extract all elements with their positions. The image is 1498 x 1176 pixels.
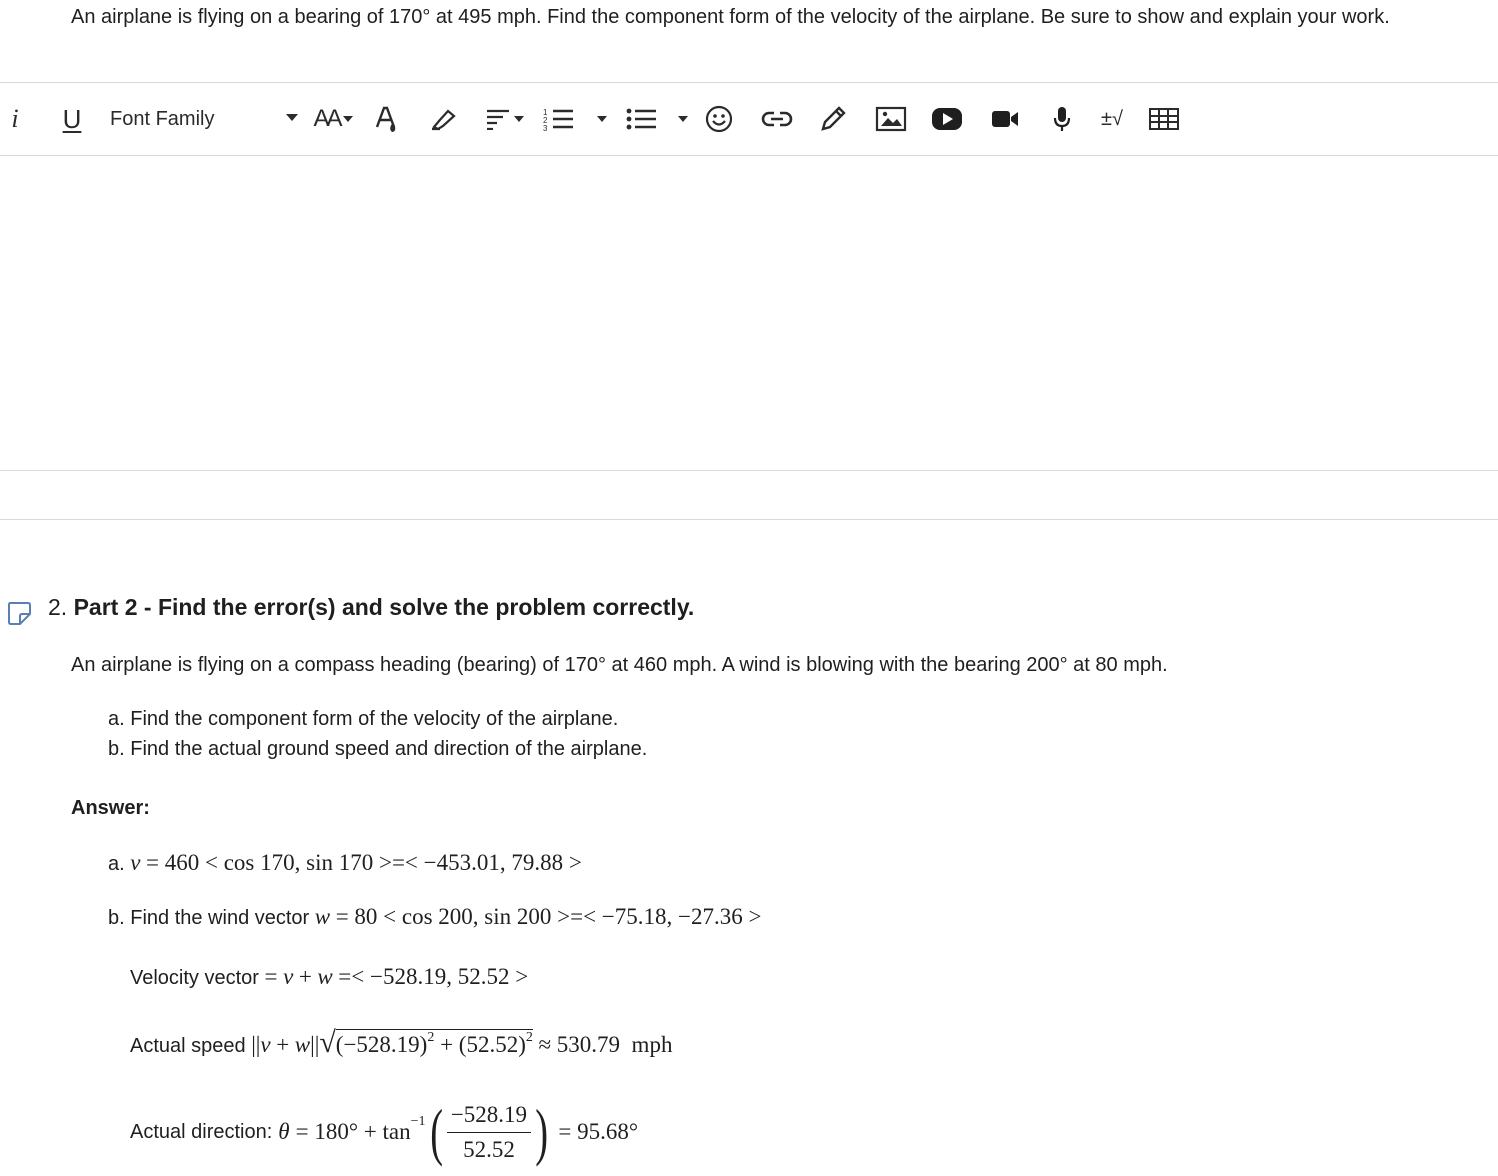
question-body: An airplane is flying on a compass heading (bearing) of 170° at 460 mph. A wind is blowing with the bearing 200° at 80 mph. [71, 654, 1168, 676]
answer-b-prefix: b. Find the wind vector [108, 907, 310, 929]
divider [0, 519, 1498, 520]
speed-result: ≈ 530.79 mph [538, 1032, 673, 1057]
direction-result: = 95.68° [558, 1119, 639, 1144]
question-heading [48, 594, 694, 621]
microphone-icon [1052, 105, 1072, 133]
svg-text:2: 2 [543, 116, 548, 125]
fraction [447, 1102, 531, 1163]
numbered-list-icon [543, 106, 575, 132]
norm-bars: || [251, 1032, 261, 1057]
direction-expr: = 180° + tan [295, 1119, 411, 1144]
list-item: a. Find the component form of the velocity of the airplane. [108, 708, 619, 730]
math-var-w: w [317, 964, 333, 989]
math-var-w: w [314, 904, 331, 929]
chevron-down-icon [343, 116, 353, 122]
equation-icon: ±√ [1101, 107, 1123, 130]
math-var-v: v [283, 964, 294, 989]
question-title: Part 2 - Find the error(s) and solve the problem correctly. [73, 594, 695, 620]
insert-image-button[interactable] [874, 100, 908, 138]
numbered-list-button[interactable] [542, 100, 608, 138]
emoji-button[interactable] [704, 100, 734, 138]
answer-a [108, 850, 582, 876]
math-plus: + [298, 964, 312, 989]
exponent: 2 [427, 1030, 435, 1045]
speed-prefix: Actual speed [130, 1035, 246, 1057]
speed-line [130, 1026, 672, 1060]
fraction-numerator: −528.19 [447, 1102, 531, 1133]
svg-text:1: 1 [543, 108, 548, 117]
equation-button[interactable] [1096, 100, 1128, 138]
video-camera-icon [991, 109, 1019, 129]
velocity-expr: =< −528.19, 52.52 > [338, 964, 529, 989]
direction-line [130, 1095, 638, 1169]
answer-editor[interactable] [0, 156, 1498, 470]
bullet-list-icon [626, 107, 658, 131]
pencil-icon [819, 105, 847, 133]
exponent: 2 [525, 1030, 533, 1045]
font-color-icon [374, 105, 400, 133]
answer-b-expr: = 80 < cos 200, sin 200 >=< −75.18, −27.36 > [335, 904, 762, 929]
svg-text:3: 3 [543, 124, 548, 132]
insert-table-button[interactable] [1148, 100, 1180, 138]
draw-button[interactable] [817, 100, 849, 138]
direction-prefix: Actual direction: [130, 1120, 273, 1143]
divider [0, 470, 1498, 471]
font-family-label: Font Family [110, 107, 215, 130]
link-icon [761, 110, 793, 128]
left-paren: ( [429, 1096, 443, 1167]
question-number: 2. [48, 594, 68, 620]
font-color-button[interactable] [372, 100, 402, 138]
highlight-button[interactable] [428, 100, 460, 138]
answer-a-prefix: a. [108, 853, 125, 875]
answer-a-expr: = 460 < cos 170, sin 170 >=< −453.01, 79.88 > [146, 850, 582, 875]
font-family-select[interactable] [110, 100, 300, 138]
chevron-down-icon [514, 116, 524, 122]
math-var-theta: θ [278, 1119, 290, 1144]
right-paren: ) [535, 1096, 549, 1167]
align-button[interactable] [480, 100, 528, 138]
math-var-v: v [130, 850, 141, 875]
radicand-term-2: + (52.52) [440, 1032, 526, 1057]
table-icon [1148, 107, 1180, 131]
font-size-icon: AA [313, 105, 340, 132]
highlighter-icon [430, 107, 458, 131]
font-size-button[interactable] [308, 100, 358, 138]
align-left-icon [485, 108, 511, 130]
sqrt-radicand [336, 1029, 533, 1058]
underline-button[interactable]: U [62, 103, 82, 134]
sqrt-icon: √ [319, 1026, 336, 1059]
italic-button[interactable]: i [11, 104, 19, 133]
velocity-prefix: Velocity vector [130, 967, 259, 989]
math-equals: = [264, 964, 278, 989]
chevron-down-icon [286, 114, 298, 121]
image-icon [875, 106, 907, 132]
insert-video-button[interactable] [930, 100, 964, 138]
question-prompt: An airplane is flying on a bearing of 170° at 495 mph. Find the component form of the velocity of the airplane. Be sure to show and explain your work. [71, 6, 1390, 28]
inverse-exponent: −1 [410, 1114, 426, 1129]
bullet-list-button[interactable] [624, 100, 690, 138]
answer-b [108, 904, 761, 930]
divider [0, 82, 1498, 83]
math-var-v: v [260, 1032, 271, 1057]
chevron-down-icon [678, 116, 688, 122]
link-button[interactable] [760, 100, 794, 138]
norm-bars: || [310, 1032, 320, 1057]
math-var-w: w [294, 1032, 311, 1057]
record-video-button[interactable] [990, 100, 1020, 138]
math-plus: + [276, 1032, 290, 1057]
velocity-line [130, 964, 528, 990]
radicand-term-1: (−528.19) [335, 1032, 428, 1057]
note-icon[interactable] [6, 600, 32, 631]
chevron-down-icon [597, 116, 607, 122]
answer-label: Answer: [71, 797, 150, 819]
emoji-icon [705, 105, 733, 133]
list-item: b. Find the actual ground speed and direction of the airplane. [108, 738, 648, 760]
fraction-denominator: 52.52 [463, 1136, 515, 1162]
record-audio-button[interactable] [1050, 100, 1074, 138]
sqrt [319, 1026, 533, 1060]
play-video-icon [931, 107, 963, 131]
